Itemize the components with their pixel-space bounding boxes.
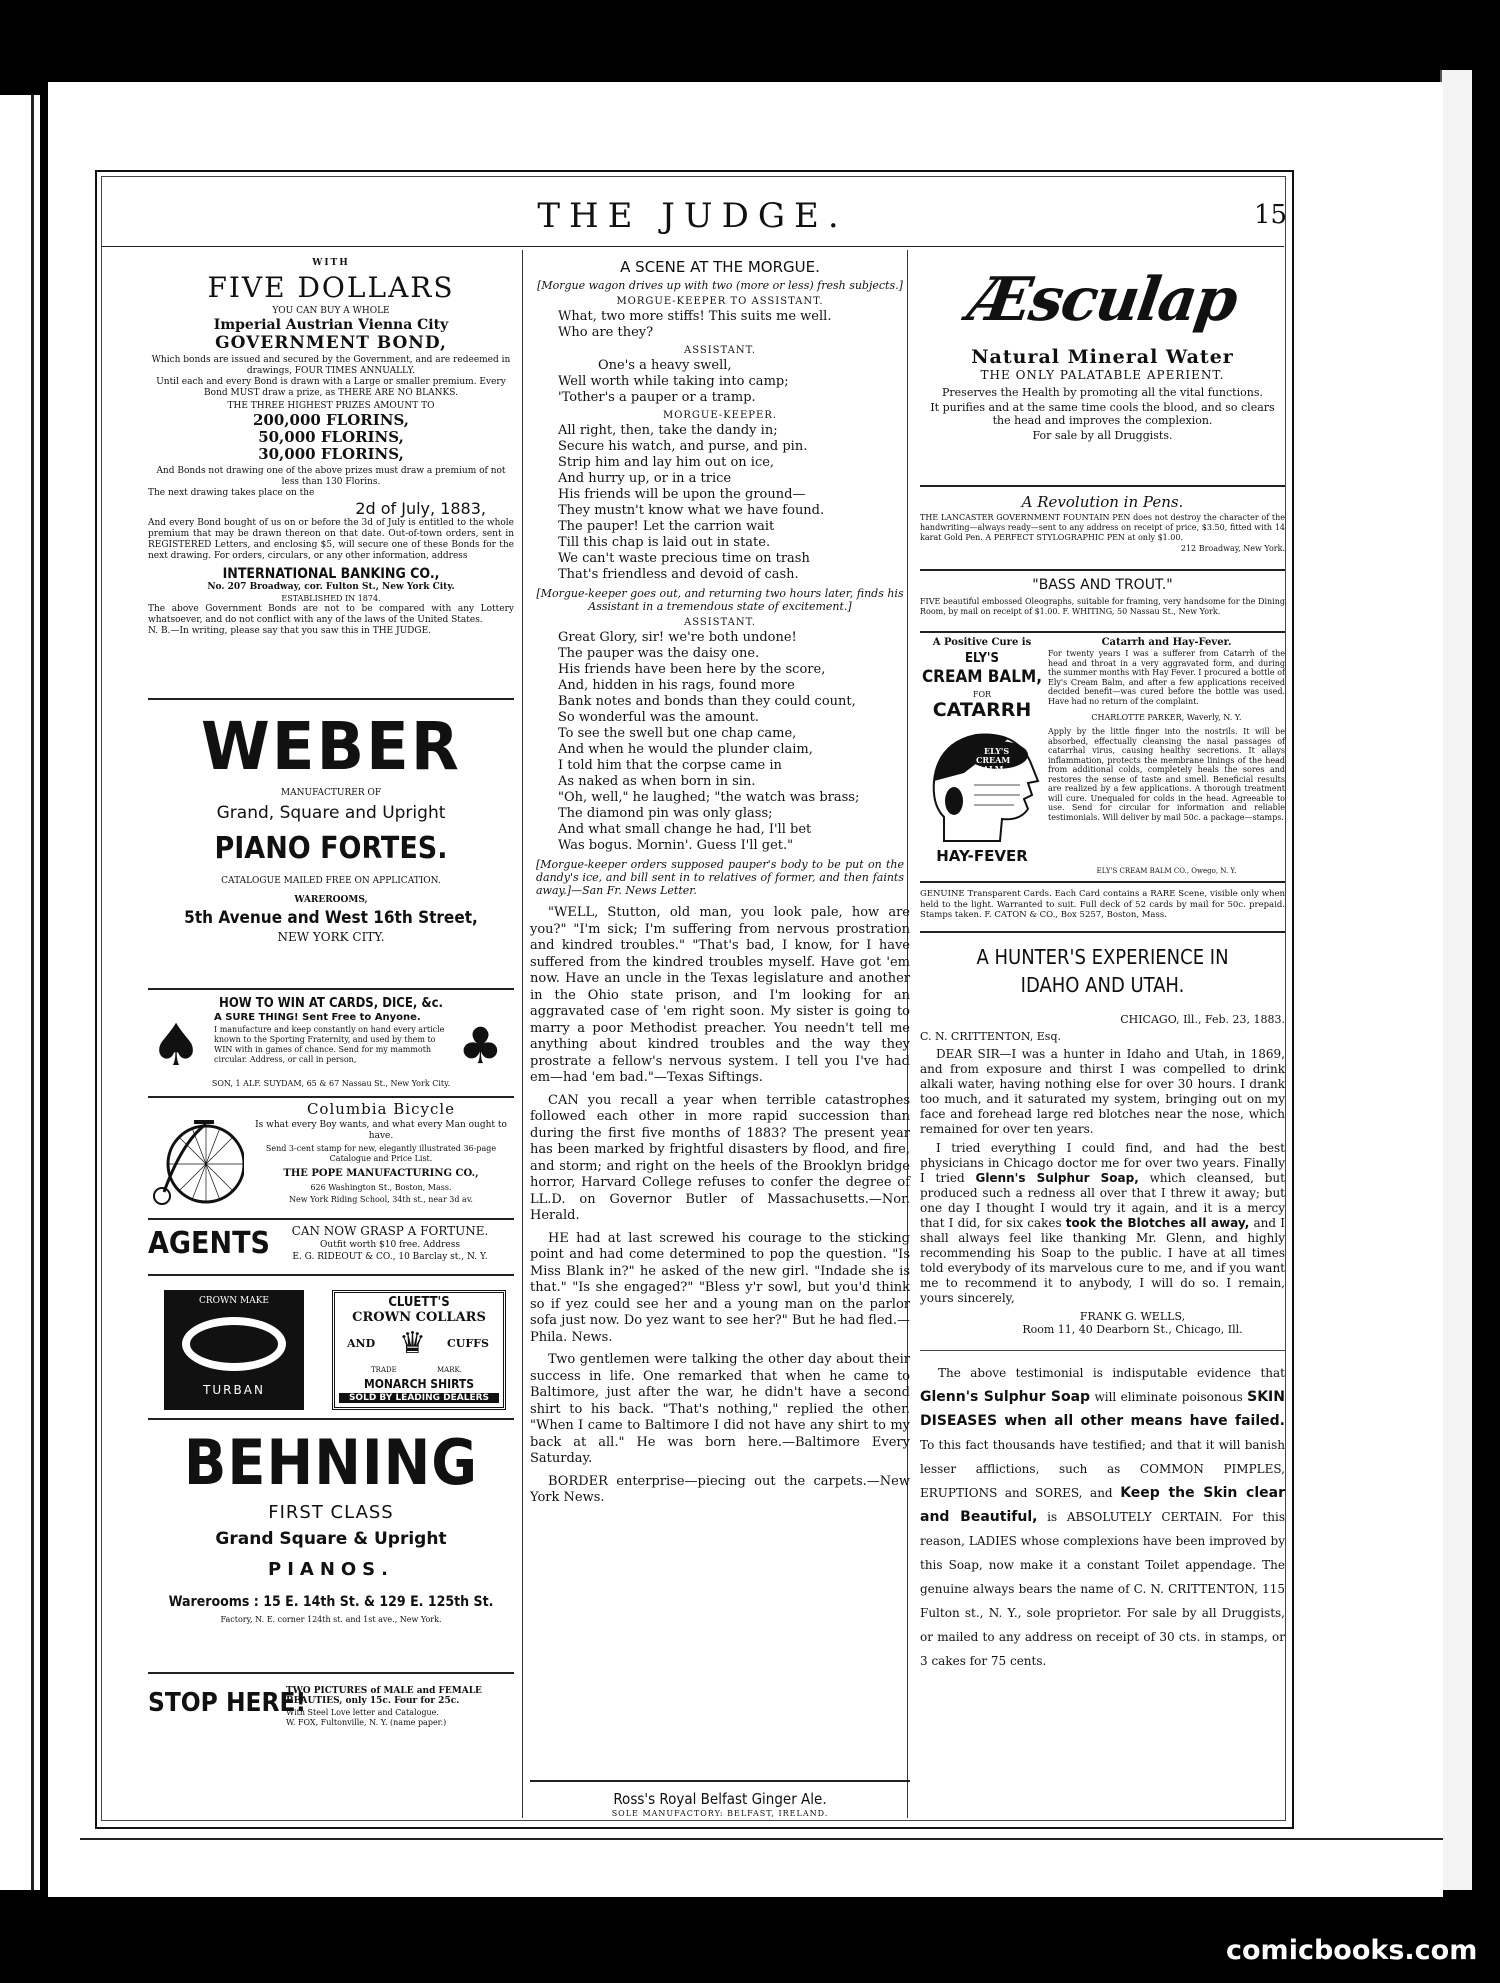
cards-l2: I manufacture and keep constantly on hand every article known to the Sporting Fraternity, and used by them to WIN with in games of chance. Send for my mammoth circular. Address, or call in person, — [214, 1025, 445, 1064]
bond-l2: Imperial Austrian Vienna City — [213, 317, 449, 333]
weber-manufacturer: MANUFACTURER OF — [280, 788, 382, 798]
soap-testimonial — [920, 1361, 1285, 1673]
bond-prize-3: 30,000 FLORINS, — [258, 445, 404, 463]
bond-l7: And Bonds not drawing one of the above prizes must draw a premium of not less than 130 Florins. — [156, 466, 506, 487]
bond-note: The above Government Bonds are not to be compared with any Lottery whatsoever, and do not conflict with any of the laws of the United States. — [148, 604, 514, 625]
ad-stop-here — [148, 1674, 514, 1734]
hunter-signature: FRANK G. WELLS, — [1079, 1310, 1186, 1323]
bicycle-l1: Is what every Boy wants, and what every Man ought to have. — [255, 1120, 507, 1141]
hunter-dateline: CHICAGO, Ill., Feb. 23, 1883. — [1120, 1013, 1285, 1026]
aesculap-l1: Preserves the Health by promoting all the vital functions. — [942, 386, 1263, 399]
stop-l3: W. FOX, Fultonville, N. Y. (name paper.) — [286, 1718, 447, 1727]
pens-body: THE LANCASTER GOVERNMENT FOUNTAIN PEN does not destroy the character of the handwriting—always ready—sent to any address on receipt of price, $3.50, fitted with 14 karat Gold Pen. A PERFECT STYLOGRAPHIC PEN at only $1.00. — [920, 513, 1285, 542]
poem-line: Strip him and lay him out on ice, — [558, 455, 775, 470]
turban-collar-box — [164, 1290, 304, 1410]
item-question: HE had at last screwed his courage to the sticking point and had come determined to pop the question. "Is Miss Blank in?" he asked of the new girl. "Indade she is that." "Is she engaged?" "Bless y'r sowl, but you'd think so if yez could see her and a young man on the parlor sofa just now. Do yez want to see her?" But he had fled.—Phila. News. — [530, 1230, 910, 1345]
column-left — [148, 252, 514, 1734]
agents-l2: Outfit worth $10 free. Address — [320, 1240, 460, 1250]
poem-line: All right, then, take the dandy in; — [558, 423, 778, 438]
poem-line: And, hidden in his rags, found more — [558, 678, 795, 693]
poem-line: That's friendless and devoid of cash. — [558, 567, 799, 582]
poem-line: The pauper was the daisy one. — [558, 646, 760, 661]
bond-l8: The next drawing takes place on the — [148, 488, 315, 498]
behning-warerooms: Warerooms : 15 E. 14th St. & 129 E. 125th St. — [168, 1594, 494, 1610]
poem-line: We can't waste precious time on trash — [558, 551, 810, 566]
item-two-gentlemen: Two gentlemen were talking the other day about their success in life. One remarked that when he came to Baltimore, just after the war, he didn't have a second shirt to his back. "That's nothing," replied the other. "When I came to Baltimore I did not have any shirt to my back at all." He was born here.—Baltimore Every Saturday. — [530, 1352, 910, 1466]
item-stutton: "WELL, Stutton, old man, you look pale, how are you?" "I'm sick; I'm suffering from nervous prostration and kindred troubles." "That's bad, I know, for I have suffered from the kindred troubles myself. Have got 'em now. Have an uncle in the Texas legislature and another in the Ohio state prison, and I'm looking for an aggravated case of 'em right soon. My sister is going to marry a poor Methodist preacher. You needn't tell me anything about kindred troubles and the way they prostrate a fellow's nervous system. I tell you I've had em—had 'em bad."—Texas Siftings. — [530, 905, 910, 1085]
morgue-role-4: ASSISTANT. — [683, 617, 757, 628]
behning-name: BEHNING — [183, 1426, 479, 1499]
hunter-title-1: A HUNTER'S EXPERIENCE IN — [976, 945, 1229, 969]
morgue-role-3: MORGUE-KEEPER. — [662, 410, 778, 421]
ad-revolution-pens — [920, 487, 1285, 571]
poem-line: I told him that the corpse came in — [558, 758, 782, 773]
bicycle-l2: Send 3-cent stamp for new, elegantly illustrated 36-page Catalogue and Price List. — [265, 1144, 497, 1163]
morgue-stanza-1 — [558, 309, 910, 341]
ely-testimony: For twenty years I was a sufferer from Catarrh of the head and throat in a very aggravated form, and during the summer months with Hay Fever. I procured a bottle of Ely's Cream Balm, and after a few applications received decided benefit—was cured before the bottle was used. Have had no return of the complaint. — [1048, 649, 1285, 706]
poem-line: So wonderful was the amount. — [558, 710, 760, 725]
ely-positive: A Positive Cure is — [932, 637, 1032, 648]
bond-prize-2: 50,000 FLORINS, — [258, 428, 404, 446]
behning-first-class: FIRST CLASS — [268, 1502, 394, 1523]
ely-for: FOR — [972, 690, 992, 699]
hunter-body-2a: I tried everything I could find, and had the best physicians in Chicago doctor me for over two years. Finally I tried — [920, 1141, 1285, 1185]
bond-established: ESTABLISHED IN 1874. — [281, 594, 381, 603]
soap-keep-skin: Keep the Skin clear and Beautiful, — [920, 1485, 1285, 1525]
poem-line: Till this chap is laid out in state. — [558, 535, 771, 550]
ely-jar-1: ELY'S — [984, 746, 1010, 756]
poem-line: Well worth while taking into camp; — [558, 374, 789, 389]
head-profile-icon — [924, 725, 1042, 843]
pens-address: 212 Broadway, New York. — [1180, 544, 1285, 553]
bond-l4: Which bonds are issued and secured by the Government, and are redeemed in drawings, FOUR TIMES ANNUALLY. — [151, 355, 511, 376]
bicycle-company: THE POPE MANUFACTURING CO., — [283, 1168, 479, 1179]
morgue-role-1: MORGUE-KEEPER TO ASSISTANT. — [616, 296, 824, 307]
poem-line: And when he would the plunder claim, — [558, 742, 813, 757]
bond-date: 2d of July, 1883, — [355, 499, 486, 518]
genuine-body: GENUINE Transparent Cards. Each Card contains a RARE Scene, visible only when held to the light. Warranted to suit. Full deck of 52 cards by mail for 50c. prepaid. Stamps taken. F. CATON & CO., Box 5257, Boston, Mass. — [920, 889, 1285, 920]
cards-l3: SON, 1 ALF. SUYDAM, 65 & 67 Nassau St., New York City. — [211, 1079, 451, 1088]
cluett-name: CLUETT'S — [388, 1295, 450, 1310]
ad-bass-trout — [920, 571, 1285, 633]
collar-crown-make: CROWN MAKE — [198, 1296, 270, 1306]
soap-skin-diseases: SKIN DISEASES when all other means have failed. — [920, 1389, 1285, 1429]
weber-warerooms: WAREROOMS, — [294, 895, 368, 905]
weber-product: PIANO FORTES. — [214, 831, 448, 866]
page-number: 15 — [1254, 200, 1288, 230]
article-hunter — [920, 933, 1285, 1673]
bond-headline: FIVE DOLLARS — [207, 271, 455, 304]
hunter-body-2c: and I shall always feel like thanking Mr. Glenn, and highly recommending his Soap to the public. I have at all times told everybody of its marvelous cure to me, and if you want me to recommend it to anybody, I will do so. I remain, yours sincerely, — [920, 1216, 1285, 1305]
cluett-crown-collars: CROWN COLLARS — [352, 1310, 486, 1325]
collar-turban: TURBAN — [203, 1383, 265, 1397]
cluett-and: AND — [347, 1337, 376, 1350]
item-border: BORDER enterprise—piecing out the carpets.—New York News. — [530, 1473, 910, 1505]
poem-line: Bank notes and bonds than they could count, — [558, 694, 856, 709]
bond-l6: THE THREE HIGHEST PRIZES AMOUNT TO — [227, 401, 435, 411]
left-page-edge — [0, 95, 40, 1890]
bond-company: INTERNATIONAL BANKING CO., — [222, 566, 440, 582]
morgue-stage-1: [Morgue wagon drives up with two (more or less) fresh subjects.] — [537, 279, 903, 292]
stop-l2: With Steel Love letter and Catalogue. — [286, 1708, 439, 1717]
poem-line: What, two more stiffs! This suits me well. — [558, 309, 832, 324]
ad-behning-pianos — [148, 1420, 514, 1674]
ely-jar-2: CREAM BALM — [976, 755, 1011, 774]
column-right — [920, 252, 1285, 1673]
soap-name: Glenn's Sulphur Soap — [920, 1389, 1091, 1405]
ad-genuine-cards — [920, 883, 1285, 933]
cluett-monarch: MONARCH SHIRTS — [363, 1377, 475, 1391]
spade-icon: ♠ — [150, 1011, 202, 1079]
ely-hay-fever: HAY-FEVER — [936, 847, 1028, 865]
hunter-soap-name: Glenn's Sulphur Soap, — [975, 1171, 1139, 1185]
column-middle — [530, 252, 910, 1818]
poem-line: And hurry up, or in a trice — [558, 471, 732, 486]
cluett-trade: TRADE — [371, 1366, 397, 1374]
poem-line: 'Tother's a pauper or a tramp. — [558, 390, 756, 405]
morgue-stanza-4 — [558, 630, 910, 854]
poem-line: The diamond pin was only glass; — [558, 806, 773, 821]
ely-catarrh: CATARRH — [932, 699, 1032, 721]
soap-t2: will eliminate poisonous — [1094, 1390, 1243, 1404]
ad-weber-pianos — [148, 700, 514, 990]
poem-line: Was bogus. Mornin'. Guess I'll get." — [558, 838, 794, 853]
bottom-rule — [80, 1838, 1443, 1840]
ad-crown-collars — [148, 1276, 514, 1420]
ely-signature: CHARLOTTE PARKER, Waverly, N. Y. — [1091, 713, 1242, 722]
right-page-edge — [1440, 70, 1472, 1890]
bond-l9: And every Bond bought of us on or before the 3d of July is entitled to the whole premium that may be drawn thereon on that date. Out-of-town orders, sent in REGISTERED Letters, and enclosing $5, will secure one of these Bonds for the next drawing. For orders, circulars, or any other information, address — [148, 518, 514, 561]
hunter-body-2b: which cleansed, but produced such a redness all over that I threw it away; but one day I thought I would try it again, and it is a mercy that I did, for six cakes — [920, 1171, 1285, 1230]
bicycle-school: New York Riding School, 34th st., near 3d av. — [289, 1195, 473, 1204]
weber-catalogue: CATALOGUE MAILED FREE ON APPLICATION. — [221, 876, 441, 886]
poem-line: "Oh, well," he laughed; "the watch was brass; — [558, 790, 860, 805]
agents-l3: E. G. RIDEOUT & CO., 10 Barclay st., N. Y. — [292, 1252, 488, 1262]
weber-city: NEW YORK CITY. — [277, 930, 385, 944]
masthead-rule — [101, 246, 1284, 247]
morgue-stage-3: [Morgue-keeper orders supposed pauper's body to be put on the dandy's ice, and bill sent in to relatives of former, and then faints away.]—San Fr. News Letter. — [536, 858, 904, 897]
soap-t1: The above testimonial is indisputable evidence that — [938, 1366, 1285, 1380]
bond-l5: Until each and every Bond is drawn with a Large or smaller premium. Every Bond MUST draw a prize, as THERE ARE NO BLANKS. — [156, 377, 506, 398]
morgue-stanza-3 — [558, 423, 910, 583]
hunter-body-2 — [920, 1141, 1285, 1306]
ely-cream-balm: CREAM BALM, — [921, 667, 1043, 687]
hunter-body-1: DEAR SIR—I was a hunter in Idaho and Utah, in 1869, and from exposure and thirst I was compelled to drink alkali water, having nothing else for over 30 hours. I drank too much, and it saturated my system, bringing out on my face and forehead large red blotches near the nose, which remained for over ten years. — [920, 1047, 1285, 1136]
bicycle-title: Columbia Bicycle — [306, 1100, 456, 1118]
bond-with: WITH — [312, 258, 350, 268]
poem-line: And what small change he had, I'll bet — [558, 822, 812, 837]
soap-t4: is ABSOLUTELY CERTAIN. For this reason, LADIES whose complexions have been improved by this Soap, now make it a constant Toilet appendage. The genuine always bears the name of C. N. CRITTENTON, 115 Fulton st., N. Y., sole proprietor. For sale by all Druggists, or mailed to any address on receipt of 30 cts. in stamps, or 3 cakes for 75 cents. — [920, 1510, 1285, 1668]
bicycle-icon — [152, 1112, 244, 1210]
bass-body: FIVE beautiful embossed Oleographs, suitable for framing, very handsome for the Dining Room, by mail on receipt of $1.00. F. WHITING, 50 Nassau St., New York. — [920, 597, 1285, 616]
ad-ross-ginger-ale — [530, 1780, 910, 1819]
cluett-cuffs: CUFFS — [447, 1337, 489, 1350]
ad-agents — [148, 1220, 514, 1276]
bicycle-address: 626 Washington St., Boston, Mass. — [310, 1183, 452, 1192]
column-rule-1 — [522, 250, 523, 1818]
poem-line: The pauper! Let the carrion wait — [558, 519, 775, 534]
bond-l1: YOU CAN BUY A WHOLE — [272, 306, 390, 316]
stop-word: STOP HERE! — [148, 1688, 307, 1718]
behning-factory: Factory, N. E. corner 124th st. and 1st ave., New York. — [220, 1615, 442, 1624]
bond-nb: N. B.—In writing, please say that you saw this in THE JUDGE. — [148, 626, 432, 636]
poem-line: Who are they? — [558, 325, 654, 340]
behning-line: Grand Square & Upright — [215, 1529, 447, 1549]
morgue-stanza-2 — [558, 358, 910, 406]
ely-elys: ELY'S — [965, 651, 999, 666]
ross-name: Ross's Royal Belfast Ginger Ale. — [613, 1790, 827, 1808]
poem-line: His friends will be upon the ground— — [558, 487, 806, 502]
ely-head: Catarrh and Hay-Fever. — [1101, 637, 1232, 648]
hunter-title-2: IDAHO AND UTAH. — [1020, 973, 1185, 997]
morgue-role-2: ASSISTANT. — [683, 345, 757, 356]
morgue-title: A SCENE AT THE MORGUE. — [620, 258, 820, 276]
item-catastrophes: CAN you recall a year when terrible catastrophes followed each other in more rapid succession than during the first five months of 1883? The present year has been marked by frightful disasters by flood, and fire, and storm; and right on the heels of the Brooklyn bridge horror, Harvard College refuses to confer the degree of LL.D. on Governor Butler of Massachusetts.—Nor. Herald. — [530, 1092, 910, 1223]
watermark: comicbooks.com — [1226, 1935, 1478, 1966]
weber-name: WEBER — [200, 708, 462, 785]
poem-line: They mustn't know what we have found. — [558, 503, 825, 518]
ad-elys-cream-balm — [920, 633, 1285, 883]
bond-address: No. 207 Broadway, cor. Fulton St., New York City. — [207, 582, 455, 592]
ely-directions: Apply by the little finger into the nostrils. It will be absorbed, effectually cleansing the nasal passages of catarrhal virus, causing healthy secretions. It allays inflammation, protects the membrane linings of the head from additional colds, completely heals the sores and restores the sense of taste and smell. Beneficial results are realized by a few applications. A thorough treatment will cure. Unequaled for colds in the head. Agreeable to use. Send for circular for information and reliable testimonials. Will deliver by mail 50c. a package—stamps. — [1048, 727, 1285, 822]
aesculap-l2: It purifies and at the same time cools the blood, and so clears the head and improves the complexion. — [930, 401, 1275, 427]
aesculap-only: THE ONLY PALATABLE APERIENT. — [980, 368, 1225, 382]
cluett-sold: SOLD BY LEADING DEALERS — [339, 1393, 499, 1403]
weber-street: 5th Avenue and West 16th Street, — [184, 908, 478, 928]
masthead-title: THE JUDGE. — [537, 196, 848, 236]
bond-l3: GOVERNMENT BOND, — [215, 333, 447, 353]
cluett-mark: MARK. — [437, 1366, 462, 1374]
agents-word: AGENTS — [148, 1226, 270, 1261]
stop-l1: TWO PICTURES of MALE and FEMALE BEAUTIES, only 15c. Four for 25c. — [286, 1686, 482, 1706]
poem-line: One's a heavy swell, — [598, 358, 732, 373]
poem-line: Great Glory, sir! we're both undone! — [558, 630, 797, 645]
poem-line: As naked as when born in sin. — [558, 774, 756, 789]
collar-icon — [182, 1317, 286, 1371]
morgue-stage-2: [Morgue-keeper goes out, and returning two hours later, finds his Assistant in a tremendous state of excitement.] — [536, 587, 904, 613]
behning-pianos: PIANOS. — [268, 1559, 394, 1580]
pens-title: A Revolution in Pens. — [1021, 493, 1184, 511]
poem-line: His friends have been here by the score, — [558, 662, 826, 677]
ad-cards-dice — [148, 990, 514, 1098]
hunter-sig-address: Room 11, 40 Dearborn St., Chicago, Ill. — [1022, 1323, 1243, 1336]
poem-line: To see the swell but one chap came, — [558, 726, 797, 741]
ad-aesculap — [920, 252, 1285, 487]
cluett-box — [332, 1290, 506, 1410]
ad-government-bond — [148, 252, 514, 700]
poem-line: Secure his watch, and purse, and pin. — [558, 439, 808, 454]
crown-icon: ♛ — [399, 1326, 426, 1361]
hunter-took-blotches: took the Blotches all away, — [1065, 1216, 1250, 1230]
bass-title: "BASS AND TROUT." — [1032, 577, 1173, 593]
ad-columbia-bicycle — [148, 1098, 514, 1220]
agents-l1: CAN NOW GRASP A FORTUNE. — [291, 1224, 489, 1238]
cards-l1: A SURE THING! Sent Free to Anyone. — [214, 1012, 421, 1023]
ely-footer: ELY'S CREAM BALM CO., Owego, N. Y. — [1096, 867, 1237, 875]
cards-headline: HOW TO WIN AT CARDS, DICE, &c. — [219, 996, 443, 1011]
club-icon: ♣ — [458, 1017, 503, 1075]
bond-prize-1: 200,000 FLORINS, — [252, 411, 410, 429]
ross-factory: SOLE MANUFACTORY: BELFAST, IRELAND. — [611, 1809, 829, 1818]
hunter-to: C. N. CRITTENTON, Esq. — [920, 1030, 1061, 1043]
aesculap-l3: For sale by all Druggists. — [1032, 429, 1173, 442]
aesculap-sub: Natural Mineral Water — [971, 346, 1234, 368]
weber-line: Grand, Square and Upright — [216, 803, 446, 823]
soap-t3: To this fact thousands have testified; and that it will banish lesser afflictions, such as COMMON PIMPLES, ERUPTIONS and SORES, and — [920, 1438, 1285, 1500]
aesculap-logo: Æsculap — [964, 265, 1241, 335]
